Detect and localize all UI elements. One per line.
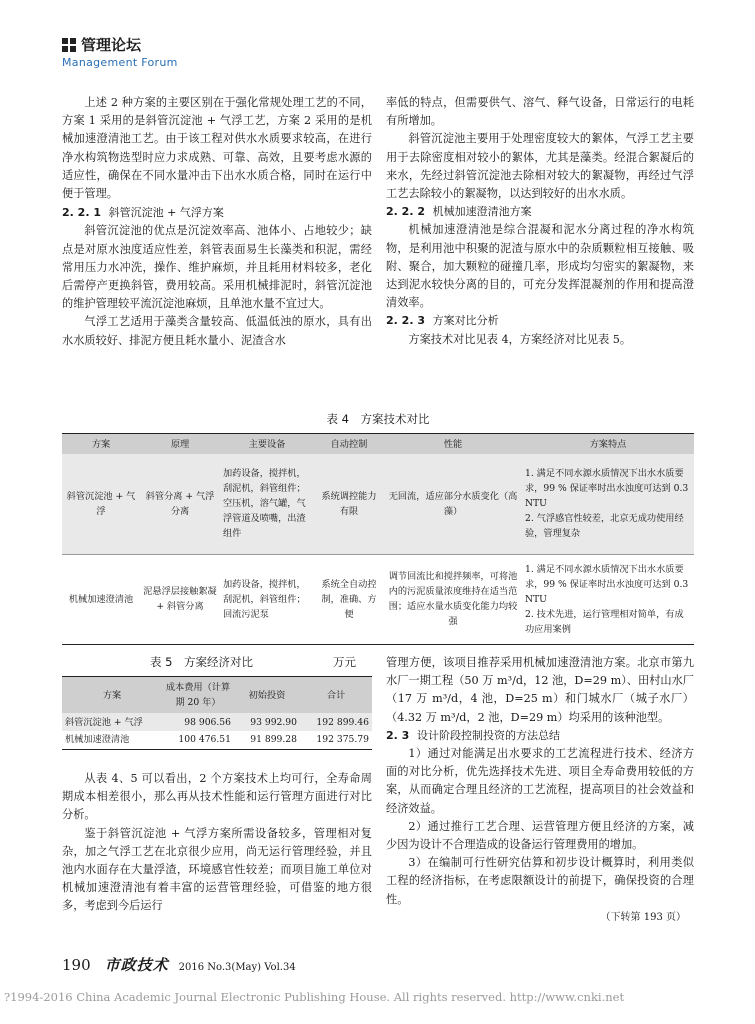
table-cell: 系统调控能力有限 [321, 490, 377, 517]
table-cell: 192 899.46 [316, 716, 369, 728]
table-cell: 1. 满足不同水源水质情况下出水水质要求，99 % 保证率时出水浊度可达到 0.3 NTU 2. 气浮感官性较差，北京无成功使用经验，管理复杂 [525, 468, 689, 540]
table-cell: 泥悬浮层接触絮凝 + 斜管分离 [143, 586, 217, 612]
table-cell: 192 375.79 [316, 734, 369, 746]
paragraph: 2）通过推行工艺合理、运营管理方便且经济的方案，减少因为设计不合理造成的设备运行管理费用的增加。 [386, 819, 694, 852]
table-cell: 斜管沉淀池 + 气浮 [65, 716, 143, 728]
paragraph: 方案技术对比见表 4，方案经济对比见表 5。 [408, 332, 632, 346]
table-cell: 加药设备，搅拌机，刮泥机，斜管组件；空压机，溶气罐，气浮管道及喷嘴，出渣组件 [223, 468, 306, 540]
column-header: 自动控制 [314, 434, 384, 455]
table-cell: 斜管沉淀池 + 气浮 [66, 490, 136, 517]
table-cell: 93 992.90 [250, 716, 297, 728]
left-column [62, 94, 372, 350]
column-header: 方案 [62, 677, 162, 714]
table-cell: 1. 满足不同水源水质情况下出水水质要求，99 % 保证率时出水浊度可达到 0.3 NTU 2. 技术先进，运行管理相对简单，有成功应用案例 [525, 563, 689, 635]
column-header: 性能 [384, 434, 522, 455]
paragraph: 气浮工艺适用于藻类含量较高、低温低浊的原水，具有出水水质较好、排泥方便且耗水量小、泥渣含水 [62, 315, 372, 347]
column-header: 合计 [300, 677, 372, 714]
table-cell: 加药设备，搅拌机，刮泥机，斜管组件；回流污泥泵 [223, 578, 306, 620]
table-cell: 机械加速澄清池 [65, 734, 130, 746]
table4-caption: 表 4 方案技术对比 [326, 412, 430, 426]
table-row [62, 454, 694, 554]
paragraph: 管理方便，该项目推荐采用机械加速澄清池方案。北京市第九水厂一期工程（50 万 m³/d，12 池，D=29 m）、田村山水厂（17 万 m³/d，4 池，D=25 m）和门城水厂（城子水厂）（4.32 万 m³/d，2 池，D=29 m）均采用的该种池型。 [386, 656, 694, 724]
paragraph: 3）在编制可行性研究估算和初步设计概算时，利用类似工程的经济指标，在考虑限额设计的前提下，确保投资的合理性。 [386, 856, 694, 906]
section-title: 管理论坛 [81, 36, 142, 54]
table-row [62, 731, 372, 749]
paragraph: 率低的特点，但需要供气、溶气、释气设备，日常运行的电耗有所增加。 [386, 96, 694, 128]
right-column [386, 94, 694, 349]
bottom-right-column [386, 654, 694, 927]
page-footer [62, 954, 296, 975]
subsection-heading-2-2-2: 2. 2. 2 机械加速澄清池方案 [386, 205, 532, 219]
column-header: 成本费用（计算期 20 年） [162, 677, 234, 714]
table-cell: 调节回流比和搅拌频率，可将池内的污泥质量浓度维持在适当范围；适应水量水质变化能力均较强 [388, 571, 518, 627]
paragraph: 1）通过对能满足出水要求的工艺流程进行技术、经济方面的对比分析，优先选择技术先进、项目全寿命费用较低的方案，从而确定合理且经济的工艺流程，提高项目的社会效益和经济效益。 [386, 747, 694, 815]
subsection-heading-2-2-3: 2. 2. 3 方案对比分析 [386, 314, 499, 328]
table-row [62, 713, 372, 731]
subsection-heading-2-3: 2. 3 设计阶段控制投资的方法总结 [386, 728, 560, 742]
column-header: 初始投资 [234, 677, 300, 714]
paragraph: 鉴于斜管沉淀池 + 气浮方案所需设备较多，管理相对复杂，加之气浮工艺在北京很少应用，尚无运行管理经验，并且池内水面存在大量浮渣，环境感官性较差；而项目施工单位对机械加速澄清池有着丰富的运营管理经验，可借鉴的地方很多，考虑到今后运行 [62, 826, 372, 913]
table5-caption: 表 5 方案经济对比 万元 [150, 655, 356, 669]
table-cell: 无回流，适应部分水质变化（高藻） [388, 490, 518, 517]
column-header: 主要设备 [220, 434, 314, 455]
table-cell: 斜管分离 + 气浮分离 [145, 490, 215, 517]
table-cell: 98 906.56 [184, 716, 231, 728]
table-row [62, 554, 694, 644]
table4 [62, 433, 694, 645]
column-header: 方案 [62, 434, 140, 455]
subsection-heading-2-2-1: 2. 2. 1 斜管沉淀池 + 气浮方案 [62, 206, 224, 220]
table5-unit: 万元 [333, 655, 356, 669]
section-subtitle: Management Forum [62, 56, 178, 69]
table-cell: 机械加速澄清池 [68, 593, 134, 605]
issue-info: 2016 No.3(May) Vol.34 [178, 962, 296, 973]
paragraph: 上述 2 种方案的主要区别在于强化常规处理工艺的不同，方案 1 采用的是斜管沉淀池 + 气浮工艺，方案 2 采用的是机械加速澄清池工艺。由于该工程对供水水质要求较高，在进行净水构筑物选型时应力求成熟、可靠、高效，且要考虑水源的适应性，确保在不同水量冲击下出水水质合格，同时在运行中便于管理。 [62, 96, 372, 201]
table-header-row [62, 434, 694, 455]
table-cell: 91 899.28 [250, 734, 297, 746]
section-header [62, 34, 178, 69]
paragraph: 机械加速澄清池是综合混凝和泥水分离过程的净水构筑物，是利用池中积聚的泥渣与原水中的杂质颗粒相互接触、吸附、聚合，加大颗粒的碰撞几率，形成均匀密实的絮凝物，来达到泥水较快分离的目的，可充分发挥混凝剂的作用和提高澄清效率。 [386, 223, 694, 310]
continued-note: （下转第 193 页） [600, 911, 686, 923]
copyright-line: ?1994-2016 China Academic Journal Electronic Publishing House. All rights reserved. http://www.cnki.net [4, 990, 625, 1004]
paragraph: 斜管沉淀池的优点是沉淀效率高、池体小、占地较少；缺点是对原水浊度适应性差，斜管表面易生长藻类和积泥，需经常用压力水冲洗，操作、维护麻烦，并且耗用材料较多，老化后需停产更换斜管，费用较高。采用机械排泥时，斜管沉淀池的维护管理较平流沉淀池麻烦，且单池水量不宜过大。 [62, 224, 372, 311]
page-number: 190 [62, 956, 91, 974]
paragraph: 从表 4、5 可以看出，2 个方案技术上均可行，全寿命周期成本相差很小，那么再从技术性能和运行管理方面进行对比分析。 [62, 772, 372, 822]
grid-icon [62, 38, 76, 52]
table5 [62, 676, 372, 750]
journal-logo: 市政技术 [104, 956, 169, 974]
table-cell: 系统全自动控制，准确、方便 [321, 578, 377, 620]
table-header-row [62, 677, 372, 714]
paragraph: 斜管沉淀池主要用于处理密度较大的絮体，气浮工艺主要用于去除密度相对较小的絮体，尤其是藻类。经混合絮凝后的来水，先经过斜管沉淀池去除相对较大的絮凝物，再经过气浮工艺去除较小的絮凝物，以达到较好的出水水质。 [386, 132, 694, 201]
table-cell: 100 476.51 [178, 734, 231, 746]
bottom-left-column [62, 770, 372, 916]
column-header: 方案特点 [522, 434, 694, 455]
column-header: 原理 [140, 434, 220, 455]
